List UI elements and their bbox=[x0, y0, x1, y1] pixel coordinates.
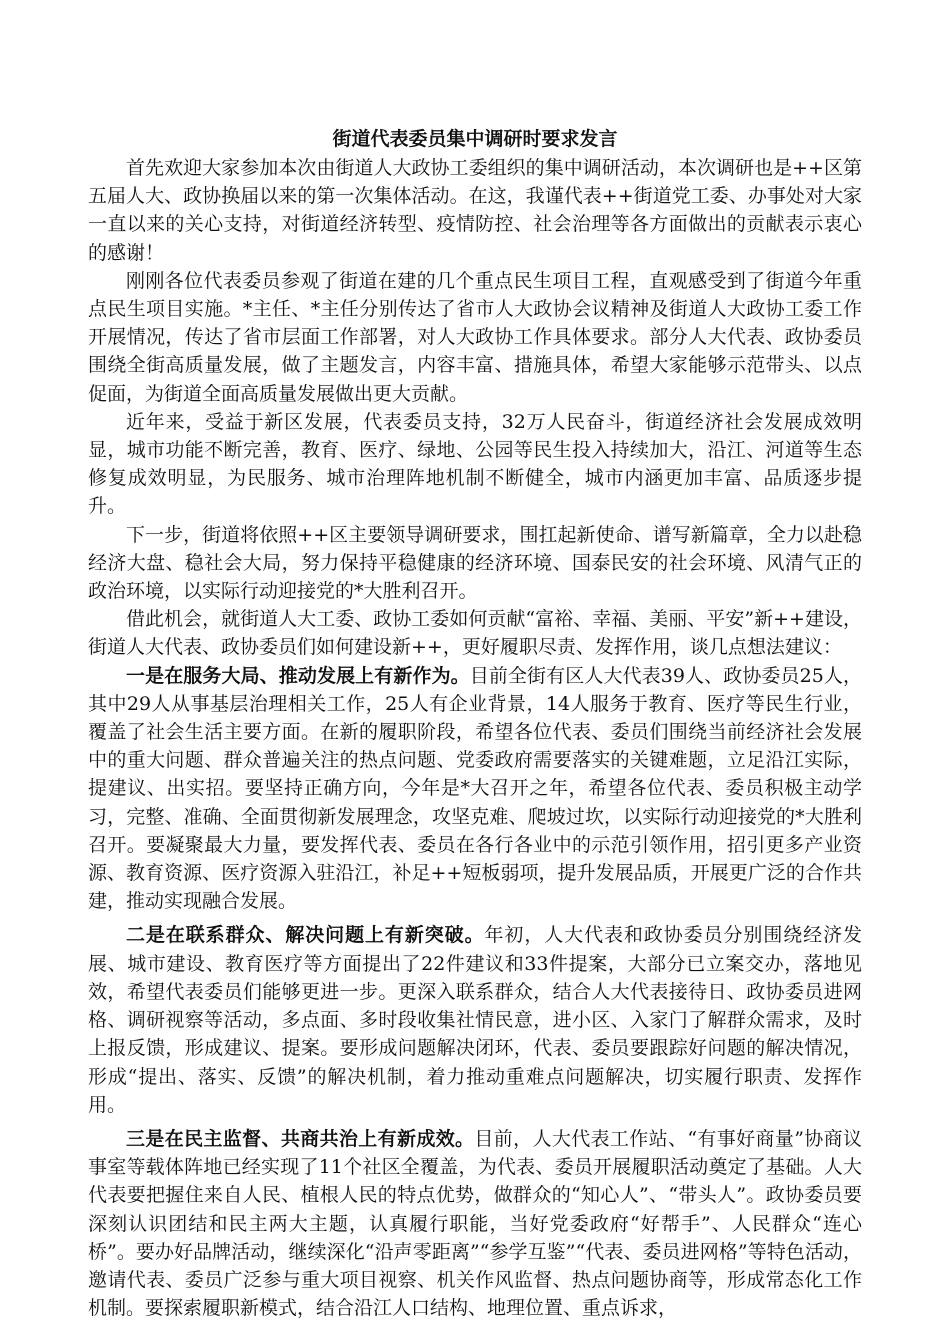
paragraph-lead: 三是在民主监督、共商共治上有新成效。 bbox=[126, 1127, 475, 1150]
paragraph-point-one bbox=[88, 662, 862, 916]
paragraph-point-three bbox=[88, 1125, 862, 1322]
paragraph-visit bbox=[88, 267, 862, 408]
paragraph-lead: 二是在联系群众、解决问题上有新突破。 bbox=[126, 924, 485, 947]
paragraph-recent-years bbox=[88, 408, 862, 521]
paragraph-lead: 一是在服务大局、推动发展上有新作为。 bbox=[126, 664, 470, 687]
paragraph-text: 年初，人大代表和政协委员分别围绕经济发展、城市建设、教育医疗等方面提出了22件建议和33件提案，大部分已立案交办，落地见效，希望代表委员们能够更进一步。更深入联系群众，结合人大代表接待日、政协委员进网格、调研视察等活动，多点面、多时段收集社情民意，进小区、入家门了解群众需求，及时上报反馈，形成建议、提案。要形成问题解决闭环，代表、委员要跟踪好问题的解决情况，形成“提出、落实、反馈”的解决机制，着力推动重难点问题解决，切实履行职责、发挥作用。 bbox=[88, 924, 862, 1116]
paragraph-text: 下一步，街道将依照++区主要领导调研要求，围扛起新使命、谱写新篇章，全力以赴稳经济大盘、稳社会大局，努力保持平稳健康的经济环境、国泰民安的社会环境、风清气正的政治环境，以实际行动迎接党的*大胜利召开。 bbox=[88, 523, 862, 603]
paragraph-text: 近年来，受益于新区发展，代表委员支持，32万人民奋斗，街道经济社会发展成效明显，城市功能不断完善，教育、医疗、绿地、公园等民生投入持续加大，沿江、河道等生态修复成效明显，为民服务、城市治理阵地机制不断健全，城市内涵更加丰富、品质逐步提升。 bbox=[88, 410, 862, 518]
paragraph-text: 目前全街有区人大代表39人、政协委员25人，其中29人从事基层治理相关工作，25人有企业背景，14人服务于教育、医疗等民生行业，覆盖了社会生活主要方面。在新的履职阶段，希望各位代表、委员们围绕当前经济社会发展中的重大问题、群众普遍关注的热点问题、党委政府需要落实的关键难题，立足沿江实际，提建议、出实招。要坚持正确方向，今年是*大召开之年，希望各位代表、委员积极主动学习，完整、准确、全面贯彻新发展理念，攻坚克难、爬坡过坎，以实际行动迎接党的*大胜利召开。要凝聚最大力量，要发挥代表、委员在各行各业中的示范引领作用，招引更多产业资源、教育资源、医疗资源入驻沿江，补足++短板弱项，提升发展品质，开展更广泛的合作共建，推动实现融合发展。 bbox=[88, 664, 862, 913]
paragraph-text: 首先欢迎大家参加本次由街道人大政协工委组织的集中调研活动，本次调研也是++区第五届人大、政协换届以来的第一次集体活动。在这，我谨代表++街道党工委、办事处对大家一直以来的关心支持，对街道经济转型、疫情防控、社会治理等各方面做出的贡献表示衷心的感谢！ bbox=[88, 157, 862, 264]
paragraph-welcome bbox=[88, 154, 862, 267]
paragraph-next-step bbox=[88, 521, 862, 606]
document-title: 街道代表委员集中调研时要求发言 bbox=[332, 128, 618, 150]
paragraph-text: 目前，人大代表工作站、“有事好商量”协商议事室等载体阵地已经实现了11个社区全覆盖，为代表、委员开展履职活动奠定了基础。人大代表要把握住来自人民、植根人民的特点优势，做群众的“知心人”、“带头人”。政协委员要深刻认识团结和民主两大主题，认真履行职能，当好党委政府“好帮手”、人民群众“连心桥”。要办好品牌活动，继续深化“沿声零距离”“参学互鉴”“代表、委员进网格”等特色活动，邀请代表、委员广泛参与重大项目视察、机关作风监督、热点问题协商等，形成常态化工作机制。要探索履职新模式，结合沿江人口结构、地理位置、重点诉求， bbox=[88, 1127, 862, 1320]
paragraph-suggestions-intro bbox=[88, 605, 862, 661]
paragraph-text: 刚刚各位代表委员参观了街道在建的几个重点民生项目工程，直观感受到了街道今年重点民生项目实施。*主任、*主任分别传达了省市人大政协会议精神及街道人大政协工委工作开展情况，传达了省市层面工作部署，对人大政协工作具体要求。部分人大代表、政协委员围绕全街高质量发展，做了主题发言，内容丰富、措施具体，希望大家能够示范带头、以点促面，为街道全面高质量发展做出更大贡献。 bbox=[88, 269, 862, 405]
paragraph-point-two bbox=[88, 921, 862, 1118]
paragraph-text: 借此机会，就街道人大工委、政协工委如何贡献“富裕、幸福、美丽、平安”新++建设，街道人大代表、政协委员们如何建设新++，更好履职尽责、发挥作用，谈几点想法建议： bbox=[88, 608, 862, 659]
document-page bbox=[88, 122, 862, 1322]
